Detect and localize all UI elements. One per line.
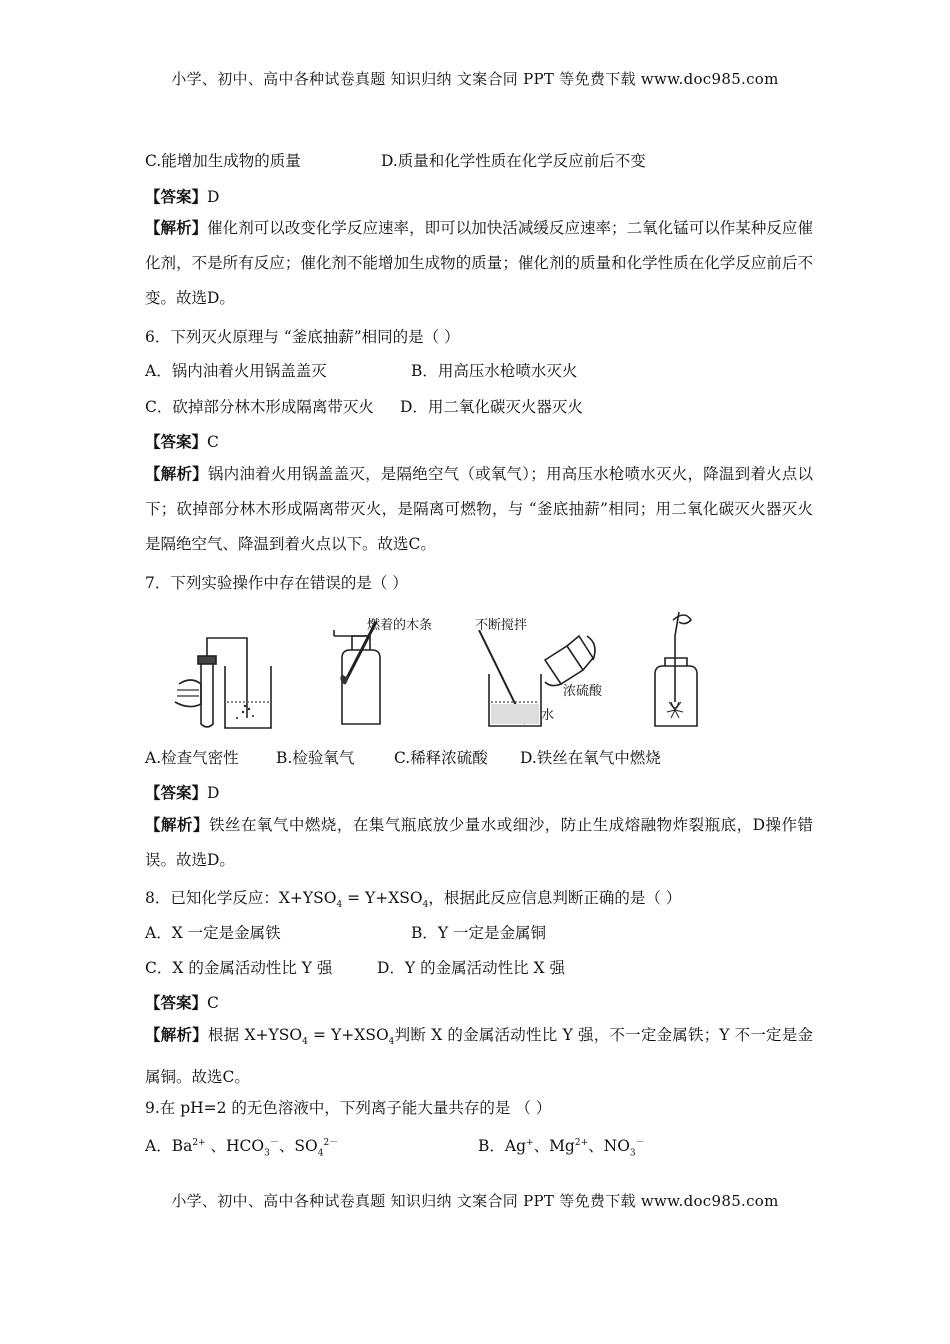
subscript: 3 [264,1148,270,1159]
superscript: 2+ [192,1138,206,1148]
analysis-text: 锅内油着火用锅盖盖灭，是隔绝空气（或氧气）；用高压水枪喷水灭火，降温到着火点以下；砍掉部分林木形成隔离带灭火，是隔离可燃物，与 “釜底抽薪”相同；用二氧化碳灭火器灭火是隔绝空气、降温到着火点以下。故选C。 [145,465,813,553]
analysis-text: 铁丝在氧气中燃烧，在集气瓶底放少量水或细沙，防止生成熔融物炸裂瓶底，D操作错误。故选D。 [145,816,813,869]
answer-tag: 【答案】 [145,993,208,1012]
analysis-tag: 【解析】 [145,464,208,483]
subscript: 3 [629,1148,636,1159]
q8-option-a: A．X 一定是金属铁 [145,924,281,942]
q5-analysis [145,210,813,316]
q6-analysis [145,456,813,562]
analysis-tag: 【解析】 [145,1025,208,1044]
superscript: － [269,1138,279,1148]
ion-text: B．Ag [478,1137,527,1156]
ion-text: 、HCO [205,1137,265,1156]
fig-label-burning-stick: 燃着的木条 [367,618,433,633]
q8-answer [145,992,219,1014]
ion-text: A．Ba [145,1137,193,1156]
analysis-text: = Y+XSO [307,1026,389,1044]
q7-answer [145,782,219,804]
q8-option-c: C．X 的金属活动性比 Y 强 [145,959,333,977]
answer-tag: 【答案】 [145,187,208,206]
ion-text: 、SO [278,1137,318,1156]
figure-iron-wire-burning [645,606,705,730]
q7-analysis [145,807,813,878]
q5-answer [145,186,219,208]
q6-option-a: A．锅内油着火用锅盖盖灭 [145,362,327,380]
page-header: 小学、初中、高中各种试卷真题 知识归纳 文案合同 PPT 等免费下载 www.doc985.com [171,70,779,88]
q7-option-d: D.铁丝在氧气中燃烧 [520,749,661,767]
q5-option-d: D.质量和化学性质在化学反应前后不变 [381,152,646,170]
figure-airtightness-check [169,632,279,732]
fig-label-conc-acid: 浓硫酸 [563,684,603,699]
analysis-tag: 【解析】 [145,218,208,237]
ion-text: 、Mg [533,1137,575,1156]
q8-stem [145,887,681,916]
superscript: 2+ [574,1138,589,1148]
superscript: － [635,1138,645,1148]
q6-option-b: B．用高压水枪喷水灭火 [411,362,578,380]
q5-option-c: C.能增加生成物的质量 [145,152,301,170]
subscript: 4 [336,900,343,911]
fig-label-water: 水 [541,708,555,723]
page-footer: 小学、初中、高中各种试卷真题 知识归纳 文案合同 PPT 等免费下载 www.doc985.com [171,1192,779,1210]
answer-value: C [207,433,219,451]
superscript: 2－ [323,1138,339,1148]
q9-option-b [478,1132,645,1164]
q6-answer [145,431,219,453]
q8-stem-part: ，根据此反应信息判断正确的是（ ） [428,889,682,907]
q7-option-a: A.检查气密性 [145,749,239,767]
answer-value: D [207,188,220,206]
superscript: + [526,1138,534,1148]
subscript: 4 [302,1037,308,1048]
subscript: 4 [317,1148,324,1159]
subscript: 4 [422,900,429,911]
ion-text: 、NO [588,1137,630,1156]
q7-option-c: C.稀释浓硫酸 [394,749,488,767]
q6-stem: 6．下列灭火原理与 “釜底抽薪”相同的是（ ） [145,328,460,346]
q8-analysis [145,1017,813,1095]
analysis-text: 催化剂可以改变化学反应速率，即可以加快活减缓反应速率；二氧化锰可以作某种反应催化剂，不是所有反应；催化剂不能增加生成物的质量；催化剂的质量和化学性质在化学反应前后不变。故选D。 [145,219,813,307]
q9-option-a [145,1132,338,1164]
q9-stem: 9.在 pH=2 的无色溶液中，下列离子能大量共存的是 （ ） [145,1099,552,1117]
q6-option-d: D．用二氧化碳灭火器灭火 [400,398,583,416]
q7-stem: 7．下列实验操作中存在错误的是（ ） [145,574,408,592]
q6-option-c: C．砍掉部分林木形成隔离带灭火 [145,398,374,416]
analysis-tag: 【解析】 [145,815,209,834]
analysis-text: 判断 X 的金属活动性比 Y 强，不一定金属铁；Y 不一定是金属铜。故选C。 [145,1026,813,1087]
subscript: 4 [388,1037,395,1048]
answer-value: C [207,994,219,1012]
answer-tag: 【答案】 [145,432,208,451]
q8-stem-part: 8．已知化学反应：X+YSO [145,889,337,907]
q7-option-b: B.检验氧气 [276,749,355,767]
fig-label-stir: 不断搅拌 [475,618,528,633]
analysis-text: 根据 X+YSO [207,1026,303,1044]
q8-option-b: B．Y 一定是金属铜 [411,924,547,942]
answer-value: D [207,784,220,802]
answer-tag: 【答案】 [145,783,208,802]
q8-option-d: D．Y 的金属活动性比 X 强 [377,959,565,977]
q8-stem-part: = Y+XSO [342,889,423,907]
